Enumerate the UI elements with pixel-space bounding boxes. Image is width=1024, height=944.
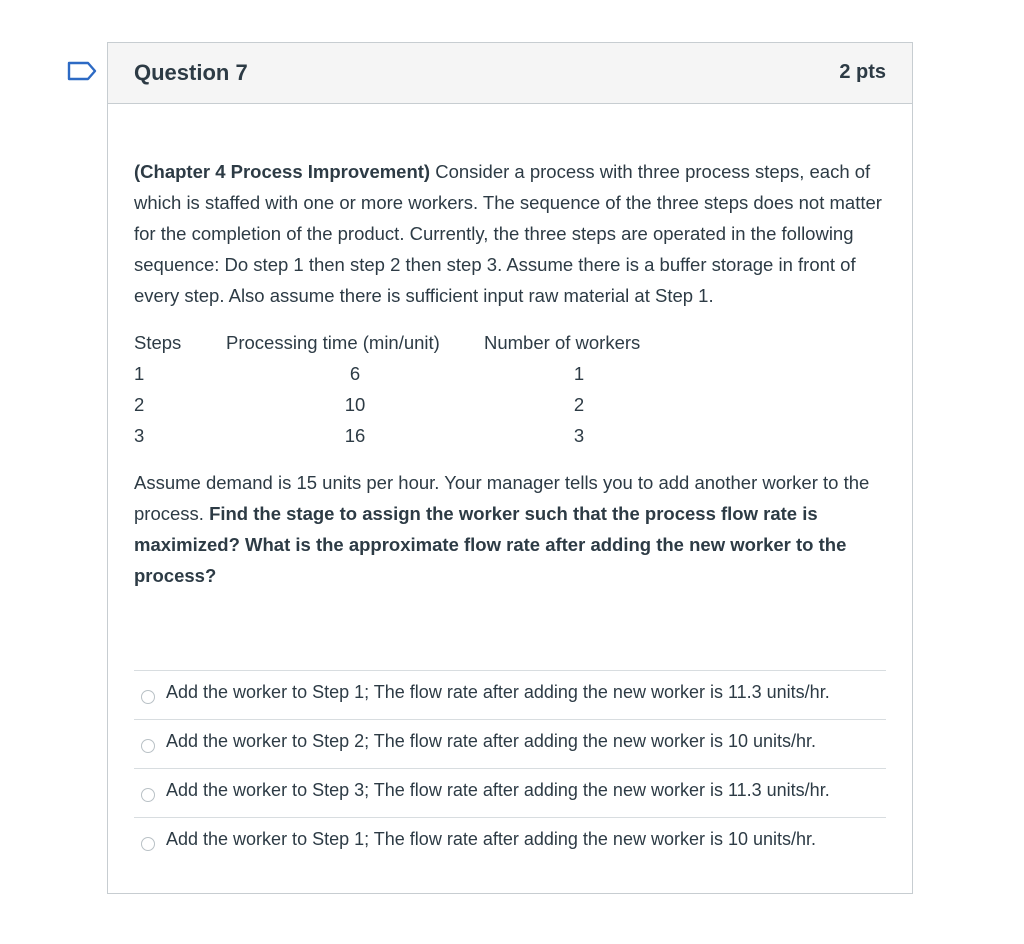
demand-text: Assume demand is 15 units per hour. Your manager tells you to add another worker to the process. [134,472,870,524]
table-row [134,420,674,451]
answer-option-3[interactable] [134,768,886,817]
answer-option-2[interactable] [134,719,886,768]
header-processing-time: Processing time (min/unit) [226,332,440,353]
radio-button-icon[interactable] [141,788,155,802]
intro-text: Consider a process with three process steps, each of which is staffed with one or more workers. The sequence of the three steps does not matter for the completion of the product. Currently, the three steps are operated in the following sequence: Do step 1 then step 2 then step 3. Assume there is a buffer storage in front of every step. Also assume there is sufficient input raw material at Step 1. [134,161,882,306]
question-intro [134,156,894,311]
cell-workers: 1 [573,363,585,384]
header-steps: Steps [134,332,182,353]
question-prompt [134,467,894,591]
cell-processing-time: 16 [344,425,366,446]
cell-workers: 3 [573,425,585,446]
answer-option-4[interactable] [134,817,886,866]
header-number-of-workers: Number of workers [484,332,641,353]
cell-step: 1 [134,363,145,384]
question-points: 2 pts [839,61,886,83]
process-steps-table [134,327,674,451]
answer-label[interactable]: Add the worker to Step 2; The flow rate after adding the new worker is 10 units/hr. [166,731,817,751]
radio-button-icon[interactable] [141,690,155,704]
cell-workers: 2 [573,394,585,415]
question-card [107,42,913,894]
cell-step: 3 [134,425,145,446]
table-row [134,358,674,389]
table-row [134,389,674,420]
radio-button-icon[interactable] [141,739,155,753]
question-body [134,156,894,591]
answer-label[interactable]: Add the worker to Step 1; The flow rate after adding the new worker is 10 units/hr. [166,829,817,849]
answer-list [134,670,886,866]
chapter-label: (Chapter 4 Process Improvement) [134,161,431,182]
radio-button-icon[interactable] [141,837,155,851]
cell-step: 2 [134,394,145,415]
answer-option-1[interactable] [134,670,886,719]
prompt-bold: Find the stage to assign the worker such that the process flow rate is maximized? What is the approximate flow rate after adding the new worker to the process? [134,503,847,586]
cell-processing-time: 6 [349,363,361,384]
question-header [108,43,912,104]
question-title: Question 7 [134,60,248,85]
answer-label[interactable]: Add the worker to Step 3; The flow rate after adding the new worker is 11.3 units/hr. [166,780,830,800]
answer-label[interactable]: Add the worker to Step 1; The flow rate after adding the new worker is 11.3 units/hr. [166,682,830,702]
table-header-row [134,327,674,358]
bookmark-flag-icon[interactable] [66,60,98,82]
cell-processing-time: 10 [344,394,366,415]
